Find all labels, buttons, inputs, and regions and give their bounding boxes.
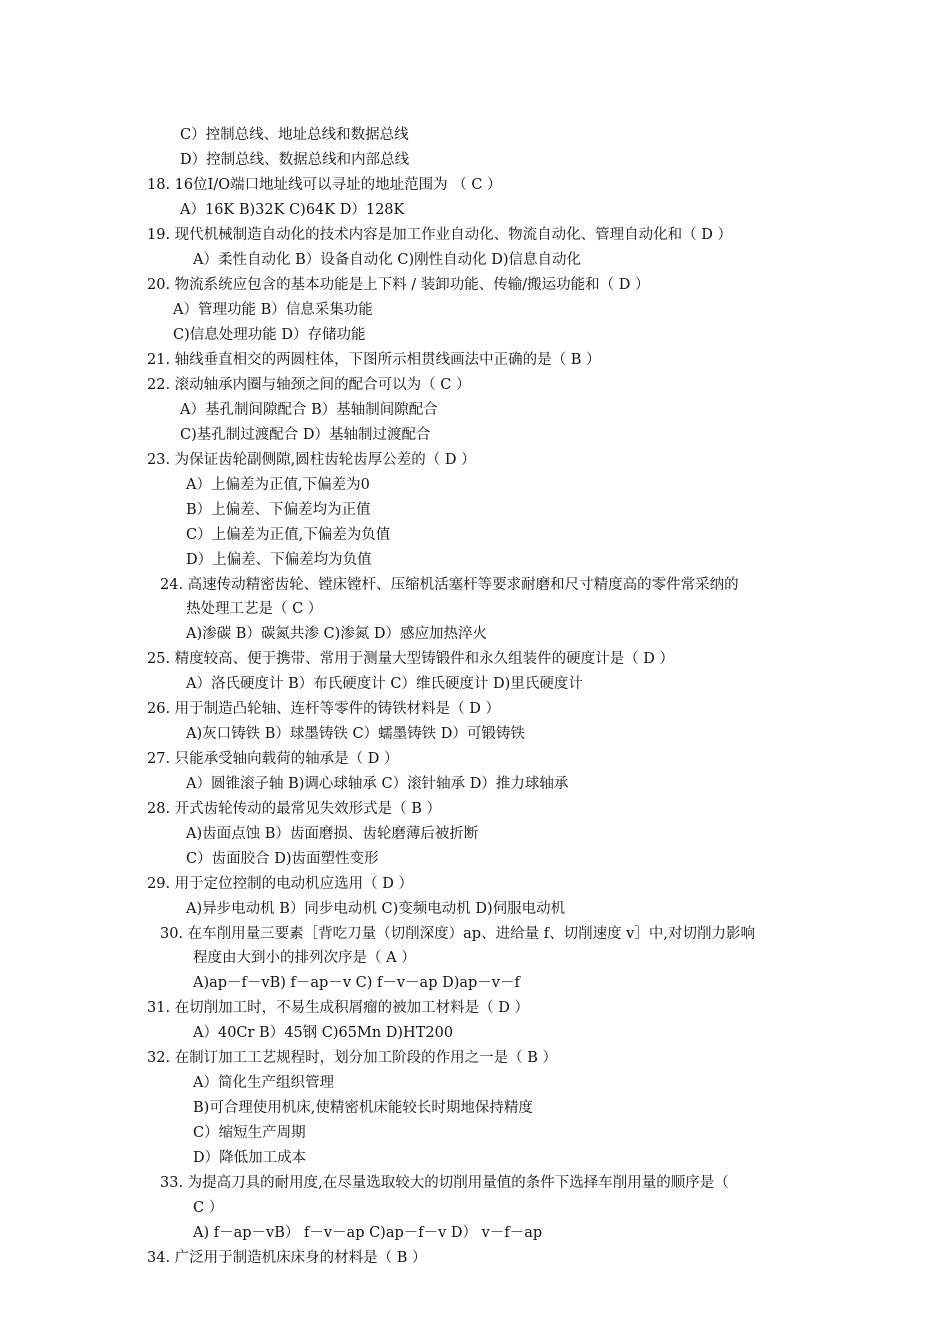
question-19: 19. 现代机械制造自动化的技术内容是加工作业自动化、物流自动化、管理自动化和（ D ） — [147, 227, 733, 243]
option-32c: C）缩短生产周期 — [193, 1125, 306, 1141]
options-27: A）圆锥滚子轴 B)调心球轴承 C）滚针轴承 D）推力球轴承 — [186, 776, 569, 792]
options-30: A)ap－f－vB) f－ap－v C) f－v－ap D)ap－v－f — [193, 975, 520, 991]
question-24-cont: 热处理工艺是（ C ） — [186, 601, 323, 617]
option-32d: D）降低加工成本 — [193, 1150, 307, 1166]
options-28-cd: C）齿面胶合 D)齿面塑性变形 — [186, 851, 379, 867]
option-32a: A）简化生产组织管理 — [193, 1075, 334, 1091]
options-22-ab: A）基孔制间隙配合 B）基轴制间隙配合 — [180, 402, 438, 418]
option-32b: B)可合理使用机床,使精密机床能较长时期地保持精度 — [193, 1100, 533, 1116]
question-25: 25. 精度较高、便于携带、常用于测量大型铸锻件和永久组装件的硬度计是（ D ） — [147, 651, 675, 667]
options-28-ab: A)齿面点蚀 B）齿面磨损、齿轮磨薄后被折断 — [186, 826, 479, 842]
question-18: 18. 16位I/O端口地址线可以寻址的地址范围为 （ C ） — [147, 177, 502, 193]
option-23c: C）上偏差为正值,下偏差为负值 — [186, 527, 391, 543]
options-22-cd: C)基孔制过渡配合 D）基轴制过渡配合 — [180, 427, 431, 443]
option-17c: C）控制总线、地址总线和数据总线 — [180, 127, 409, 143]
question-26: 26. 用于制造凸轮轴、连杆等零件的铸铁材料是（ D ） — [147, 701, 501, 717]
question-29: 29. 用于定位控制的电动机应选用（ D ） — [147, 876, 414, 892]
options-19: A）柔性自动化 B）设备自动化 C)刚性自动化 D)信息自动化 — [193, 252, 581, 268]
options-20-ab: A）管理功能 B）信息采集功能 — [173, 302, 373, 318]
question-20: 20. 物流系统应包含的基本功能是上下料 / 装卸功能、传输/搬运功能和（ D ） — [147, 277, 650, 293]
question-23: 23. 为保证齿轮副侧隙,圆柱齿轮齿厚公差的（ D ） — [147, 452, 476, 468]
options-26: A)灰口铸铁 B）球墨铸铁 C）蠕墨铸铁 D）可锻铸铁 — [186, 726, 525, 742]
option-17d: D）控制总线、数据总线和内部总线 — [180, 152, 410, 168]
question-32: 32. 在制订加工工艺规程时，划分加工阶段的作用之一是（ B ） — [147, 1050, 558, 1066]
question-27: 27. 只能承受轴向载荷的轴承是（ D ） — [147, 751, 399, 767]
question-22: 22. 滚动轴承内圈与轴颈之间的配合可以为（ C ） — [147, 377, 471, 393]
question-33-cont: C ） — [193, 1200, 224, 1216]
question-24: 24. 高速传动精密齿轮、镗床镗杆、压缩机活塞杆等要求耐磨和尺寸精度高的零件常采纳的 — [160, 577, 739, 593]
options-20-cd: C)信息处理功能 D）存储功能 — [173, 327, 366, 343]
option-23b: B）上偏差、下偏差均为正值 — [186, 502, 371, 518]
options-24: A)渗碳 B）碳氮共渗 C)渗氮 D）感应加热淬火 — [186, 626, 487, 642]
question-34: 34. 广泛用于制造机床床身的材料是（ B ） — [147, 1250, 427, 1266]
question-21: 21. 轴线垂直相交的两圆柱体，下图所示相贯线画法中正确的是（ B ） — [147, 352, 601, 368]
option-23a: A）上偏差为正值,下偏差为0 — [186, 477, 370, 493]
options-29: A)异步电动机 B）同步电动机 C)变频电动机 D)伺服电动机 — [186, 901, 566, 917]
question-28: 28. 开式齿轮传动的最常见失效形式是（ B ） — [147, 801, 442, 817]
options-33: A) f－ap－vB） f－v－ap C)ap－f－v D） v－f－ap — [193, 1225, 543, 1241]
options-31: A）40Cr B）45钢 C)65Mn D)HT200 — [193, 1025, 454, 1041]
options-18: A）16K B)32K C)64K D）128K — [180, 202, 405, 218]
options-25: A）洛氏硬度计 B）布氏硬度计 C）维氏硬度计 D)里氏硬度计 — [186, 676, 583, 692]
question-30: 30. 在车削用量三要素［背吃刀量（切削深度）ap、进给量 f、切削速度 v］中,对切削力影响 — [160, 926, 755, 942]
option-23d: D）上偏差、下偏差均为负值 — [186, 552, 372, 568]
question-30-cont: 程度由大到小的排列次序是（ A ） — [193, 950, 416, 966]
question-33: 33. 为提高刀具的耐用度,在尽量选取较大的切削用量值的条件下选择车削用量的顺序是（ — [160, 1175, 729, 1191]
question-31: 31. 在切削加工时，不易生成积屑瘤的被加工材料是（ D ） — [147, 1000, 530, 1016]
